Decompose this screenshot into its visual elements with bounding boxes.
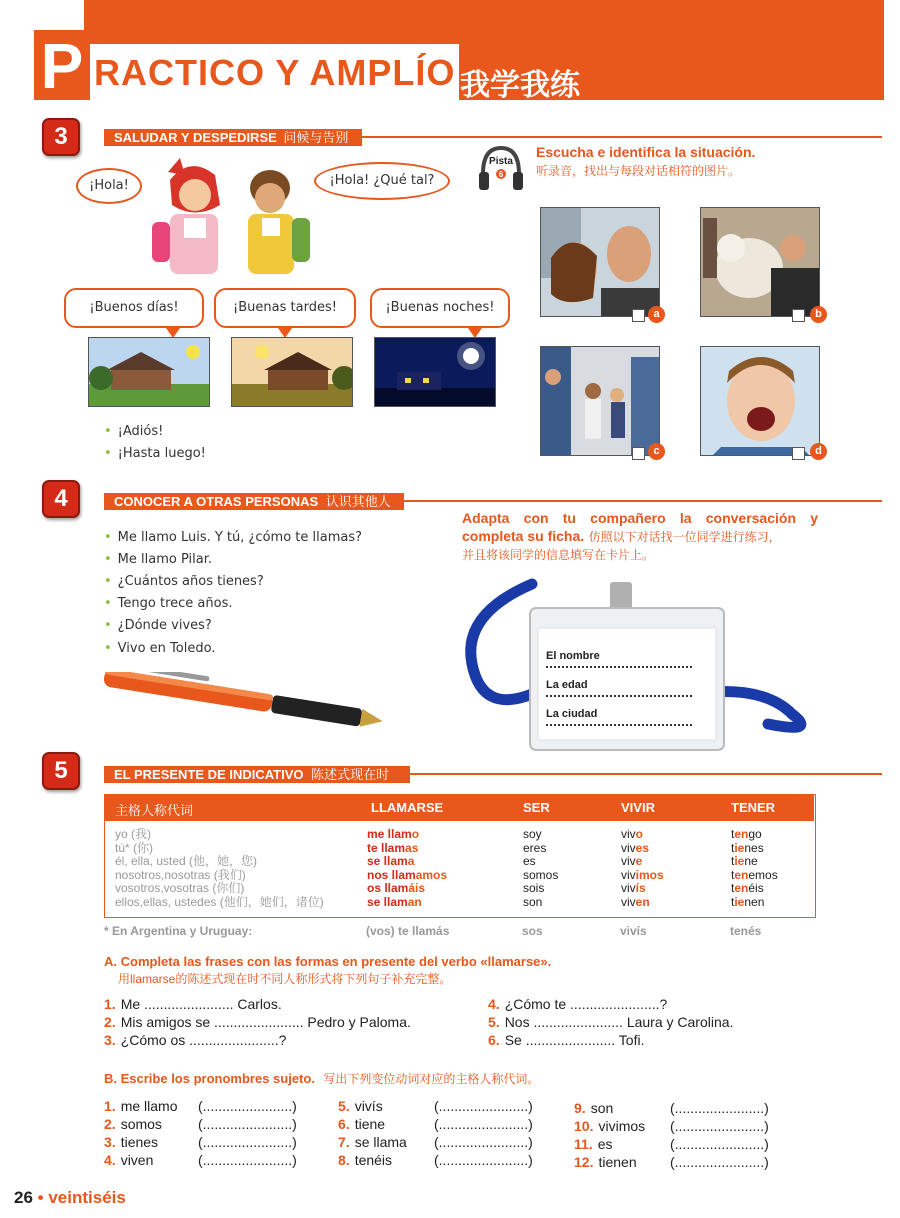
tener-vowel: en <box>734 827 749 841</box>
exercise-b-verb: tiene <box>354 1116 386 1132</box>
exercise-b-number: 10. <box>574 1118 594 1134</box>
exercise-b-item <box>104 1098 177 1114</box>
pronoun-zh: (你们) <box>209 881 245 895</box>
dialog-line-5: • ¿Dónde vives? <box>104 618 212 633</box>
exercise-b-item <box>338 1116 385 1132</box>
pronoun-es: nosotros,nosotras <box>115 867 211 882</box>
dialog-line-1: • Me llamo Luis. Y tú, ¿cómo te llamas? <box>104 530 362 545</box>
bubble-hola-que-tal <box>314 162 450 200</box>
exercise-a-item <box>104 996 282 1012</box>
ser-column <box>523 828 558 909</box>
exercise-a-number: 2. <box>104 1014 116 1030</box>
llamarse-form <box>367 842 447 856</box>
ser-form: eres <box>523 840 547 855</box>
dialog-line-2: • Me llamo Pilar. <box>104 552 212 567</box>
photo-c-school-hallway <box>540 346 660 456</box>
exercise-b-item <box>104 1152 153 1168</box>
pen-illustration <box>92 672 392 732</box>
section-3-title-bar <box>104 129 362 146</box>
vivir-form <box>621 896 664 910</box>
exercise-b-number: 6. <box>338 1116 350 1132</box>
exercise-b-item <box>104 1116 162 1132</box>
s4-instruction-chinese-1: 仿照以下对话找一位同学进行练习， <box>588 530 781 544</box>
pronoun-es: él, ella, usted <box>115 854 186 868</box>
tener-ending: nes <box>744 840 764 855</box>
s4-instruction-chinese-2: 并且将该同学的信息填写在卡片上。 <box>462 548 655 562</box>
exercise-b-verb: es <box>597 1136 613 1152</box>
tener-stem: t <box>731 867 735 882</box>
s4-instruction-bold: completa su ficha. <box>462 528 585 544</box>
tener-form <box>731 828 778 842</box>
morning-house-photo <box>88 337 210 407</box>
ser-form: somos <box>523 867 559 882</box>
photo-a-checkbox[interactable] <box>632 309 645 322</box>
exercise-b-number: 1. <box>104 1098 116 1114</box>
photo-d-yawning-boy <box>700 346 820 456</box>
exercise-a-number: 3. <box>104 1032 116 1048</box>
page-footer <box>14 1188 126 1208</box>
dialog-line-4: • Tengo trece años. <box>104 596 232 611</box>
vivir-ending: e <box>635 854 643 868</box>
tener-form <box>731 882 778 896</box>
conjugation-table-header <box>105 795 814 821</box>
exercise-b-verb: tienes <box>120 1134 159 1150</box>
llamarse-stem: se llam <box>367 854 408 868</box>
exercise-a-sentence: Me ....................... Carlos. <box>120 996 282 1012</box>
vivir-stem: viv <box>621 854 636 868</box>
llamarse-ending: amos <box>415 867 448 882</box>
tener-form <box>731 855 778 869</box>
pronoun-es: ellos,ellas, ustedes <box>115 894 217 909</box>
exercise-b-blank[interactable]: (.......................) <box>434 1152 533 1168</box>
exercise-b-item <box>104 1134 158 1150</box>
photo-d-label: d <box>810 443 827 460</box>
card-field-edad: La edad <box>546 679 588 691</box>
llamarse-column <box>367 828 447 909</box>
section-3-number: 3 <box>42 118 80 156</box>
exercise-b-verb: vivís <box>354 1098 383 1114</box>
vivir-ending: imos <box>635 867 664 882</box>
vivir-form <box>621 842 664 856</box>
tener-vowel: ie <box>734 894 745 909</box>
exercise-b-verb: somos <box>120 1116 162 1132</box>
exercise-b-blank[interactable]: (.......................) <box>198 1152 297 1168</box>
footnote-ser: sos <box>522 924 543 938</box>
bubble-hola-que-tal-text: ¡Hola! ¿Qué tal? <box>329 173 435 188</box>
tener-stem: t <box>731 827 735 841</box>
vivir-column <box>621 828 664 909</box>
exercise-a-number: 1. <box>104 996 116 1012</box>
pronoun-row <box>115 828 324 842</box>
footnote-tener: tenés <box>730 924 762 938</box>
conjugation-table <box>104 794 816 918</box>
footnote-llamarse: (vos) te llamás <box>366 924 450 938</box>
exercise-b-blank[interactable]: (.......................) <box>198 1116 297 1132</box>
page-title-chinese: 我学我练 <box>460 69 580 102</box>
pronoun-zh: (我们) <box>210 867 246 882</box>
bullet-hasta-luego: • ¡Hasta luego! <box>104 446 206 461</box>
pista-label: Pista <box>489 156 513 167</box>
id-badge-lanyard <box>462 574 842 754</box>
exercise-a-sentence: Se ....................... Tofi. <box>504 1032 645 1048</box>
tener-vowel: ie <box>734 854 745 868</box>
section-4-title-chinese: 认识其他人 <box>325 494 391 509</box>
llamarse-stem: nos llam <box>367 867 416 882</box>
pronoun-zh: (他们，她们，诸位) <box>216 894 324 909</box>
cartoon-kids-illustration <box>140 150 320 280</box>
page-title: RACTICO Y AMPLÍO <box>94 52 456 93</box>
exercise-b-title: B. Escribe los pronombres sujeto. <box>104 1071 315 1086</box>
exercise-b-item <box>574 1118 645 1134</box>
ser-form: sois <box>523 881 545 895</box>
exercise-b-blank[interactable]: (.......................) <box>198 1098 297 1114</box>
night-house-photo <box>374 337 496 407</box>
pronoun-zh: (你) <box>129 840 154 855</box>
bubble-buenos-dias <box>64 288 204 328</box>
pronoun-zh: (我) <box>127 827 152 841</box>
s4-instruction-line-2 <box>462 528 781 546</box>
exercise-b-number: 11. <box>574 1136 593 1152</box>
exercise-a-sentence: ¿Cómo os .......................? <box>120 1032 287 1048</box>
s4-instruction-line-1: Adapta con tu compañero la conversación y <box>462 510 818 526</box>
tener-form <box>731 842 778 856</box>
bubble-buenas-tardes-text: ¡Buenas tardes! <box>233 300 337 315</box>
section-3-title: SALUDAR Y DESPEDIRSE <box>114 130 277 145</box>
bullet-adios: • ¡Adiós! <box>104 424 163 439</box>
exercise-a-title-chinese: 用llamarse的陈述式现在时不同人称形式将下列句子补充完整。 <box>118 972 452 986</box>
exercise-a-sentence: Mis amigos se ....................... Pedro y Paloma. <box>120 1014 411 1030</box>
footnote-vivir: vivís <box>620 924 647 938</box>
exercise-b-title-chinese: 写出下列变位动词对应的主格人称代词。 <box>323 1072 540 1086</box>
headphones-icon <box>478 144 524 196</box>
section-5-title-chinese: 陈述式现在时 <box>311 767 390 782</box>
exercise-a-title: A. Completa las frases con las formas en presente del verbo «llamarse». <box>104 954 552 969</box>
section-4-title-bar <box>104 493 404 510</box>
header-ser: SER <box>523 800 550 815</box>
pronoun-row <box>115 842 324 856</box>
pronoun-es: tú* <box>115 840 130 855</box>
llamarse-ending: an <box>407 894 422 909</box>
footnote-label: * En Argentina y Uruguay: <box>104 924 253 938</box>
vivir-stem: viv <box>621 827 636 841</box>
photo-b-checkbox[interactable] <box>792 309 805 322</box>
exercise-b-verb: me llamo <box>120 1098 178 1114</box>
tener-ending: nen <box>744 894 765 909</box>
section-5-number: 5 <box>42 752 80 790</box>
exercise-a-sentence: Nos ....................... Laura y Carolina. <box>504 1014 734 1030</box>
page-number-word: veintiséis <box>48 1188 126 1207</box>
dialog-line-6: • Vivo en Toledo. <box>104 641 215 656</box>
tener-form <box>731 869 778 883</box>
exercise-b-item <box>574 1154 637 1170</box>
bubble-hola <box>76 168 142 204</box>
exercise-a-item <box>488 996 667 1012</box>
llamarse-form <box>367 896 447 910</box>
pronoun-zh: (他，她，您) <box>185 854 258 868</box>
card-field-nombre: El nombre <box>546 650 600 662</box>
llamarse-form <box>367 882 447 896</box>
section-5-rule <box>410 773 882 775</box>
vivir-ending: ís <box>635 881 646 895</box>
tener-ending: go <box>748 827 762 841</box>
photo-c-checkbox[interactable] <box>632 447 645 460</box>
exercise-b-verb: tenéis <box>354 1152 393 1168</box>
tener-ending: emos <box>748 867 778 882</box>
header-tener: TENER <box>731 800 776 815</box>
exercise-b-blank[interactable]: (.......................) <box>670 1154 769 1170</box>
vivir-form <box>621 828 664 842</box>
pronoun-row <box>115 882 324 896</box>
llamarse-form <box>367 869 447 883</box>
card-line-ciudad[interactable] <box>546 724 692 726</box>
exercise-b-blank[interactable]: (.......................) <box>198 1134 297 1150</box>
dialog-line-3: • ¿Cuántos años tienes? <box>104 574 264 589</box>
photo-c-label: c <box>648 443 665 460</box>
bubble-buenos-dias-text: ¡Buenos días! <box>89 300 179 315</box>
tener-column <box>731 828 778 909</box>
llamarse-stem: me llam <box>367 827 412 841</box>
pronoun-row <box>115 869 324 883</box>
s3-instruction-chinese: 听录音，找出与每段对话相符的图片。 <box>536 164 741 178</box>
exercise-b-item <box>338 1152 392 1168</box>
vivir-ending: es <box>635 840 650 855</box>
photo-a-label: a <box>648 306 665 323</box>
header-llamarse: LLAMARSE <box>371 800 444 815</box>
exercise-b-item <box>574 1100 613 1116</box>
header-initial-letter: P <box>34 30 90 100</box>
exercise-b-blank[interactable]: (.......................) <box>434 1116 533 1132</box>
footer-bullet: • <box>37 1188 44 1207</box>
ser-form: son <box>523 894 543 909</box>
vivir-stem: viv <box>621 894 636 909</box>
bubble-buenas-noches <box>370 288 510 328</box>
photo-a-couple <box>540 207 660 317</box>
bubble-buenas-tardes <box>214 288 356 328</box>
vivir-stem: viv <box>621 881 636 895</box>
section-4-number: 4 <box>42 480 80 518</box>
vivir-form <box>621 855 664 869</box>
exercise-b-heading <box>104 1070 539 1088</box>
llamarse-form <box>367 855 447 869</box>
vivir-stem: viv <box>621 867 636 882</box>
exercise-a-item <box>488 1014 733 1030</box>
exercise-a-sentence: ¿Cómo te .......................? <box>504 996 668 1012</box>
exercise-b-number: 12. <box>574 1154 594 1170</box>
llamarse-stem: os llam <box>367 881 409 895</box>
tener-vowel: en <box>734 867 749 882</box>
tener-ending: ne <box>744 854 758 868</box>
exercise-b-number: 2. <box>104 1116 116 1132</box>
section-5-title-bar <box>104 766 410 783</box>
exercise-a-item <box>104 1014 411 1030</box>
pronoun-row <box>115 855 324 869</box>
llamarse-stem: se llam <box>367 894 408 909</box>
exercise-b-blank[interactable]: (.......................) <box>670 1118 769 1134</box>
tener-stem: t <box>731 854 735 868</box>
exercise-b-blank[interactable]: (.......................) <box>434 1098 533 1114</box>
exercise-b-verb: se llama <box>354 1134 407 1150</box>
header-vivir: VIVIR <box>621 800 655 815</box>
exercise-a-item <box>488 1032 644 1048</box>
exercise-b-item <box>338 1098 383 1114</box>
vivir-ending: en <box>635 894 650 909</box>
exercise-b-number: 9. <box>574 1100 586 1116</box>
photo-b-label: b <box>810 306 827 323</box>
section-5-title: EL PRESENTE DE INDICATIVO <box>114 767 304 782</box>
afternoon-house-photo <box>231 337 353 407</box>
card-line-nombre[interactable] <box>546 666 692 668</box>
exercise-b-blank[interactable]: (.......................) <box>434 1134 533 1150</box>
card-field-ciudad: La ciudad <box>546 708 598 720</box>
tener-stem: t <box>731 894 735 909</box>
exercise-a-number: 5. <box>488 1014 500 1030</box>
exercise-a-item <box>104 1032 286 1048</box>
exercise-b-verb: viven <box>120 1152 154 1168</box>
tener-ending: éis <box>748 881 764 895</box>
llamarse-ending: a <box>407 854 415 868</box>
llamarse-ending: as <box>405 840 419 855</box>
llamarse-ending: o <box>411 827 420 841</box>
tener-stem: t <box>731 840 735 855</box>
vivir-stem: viv <box>621 840 636 855</box>
photo-d-checkbox[interactable] <box>792 447 805 460</box>
vivir-ending: o <box>635 827 644 841</box>
exercise-b-number: 3. <box>104 1134 116 1150</box>
exercise-b-number: 8. <box>338 1152 350 1168</box>
section-3-title-chinese: 问候与告别 <box>283 130 349 145</box>
page-number: 26 <box>14 1188 33 1207</box>
section-4-rule <box>404 500 882 502</box>
pronoun-column <box>115 828 324 909</box>
vivir-form <box>621 869 664 883</box>
ser-form: es <box>523 854 536 868</box>
pronoun-es: yo <box>115 827 128 841</box>
bubble-buenas-noches-text: ¡Buenas noches! <box>385 300 495 315</box>
exercise-b-number: 5. <box>338 1098 350 1114</box>
exercise-b-item <box>574 1136 613 1152</box>
llamarse-form <box>367 828 447 842</box>
exercise-a-number: 6. <box>488 1032 500 1048</box>
header-pronouns: 主格人称代词 <box>115 803 194 818</box>
section-4-title: CONOCER A OTRAS PERSONAS <box>114 494 319 509</box>
exercise-b-number: 4. <box>104 1152 116 1168</box>
pronoun-es: vosotros,vosotras <box>115 881 210 895</box>
photo-b-man-with-dog <box>700 207 820 317</box>
pista-number: 6 <box>498 170 504 179</box>
llamarse-ending: áis <box>408 881 426 895</box>
tener-vowel: en <box>734 881 749 895</box>
exercise-b-number: 7. <box>338 1134 350 1150</box>
exercise-b-item <box>338 1134 407 1150</box>
s3-instruction: Escucha e identifica la situación. <box>536 144 756 160</box>
card-line-edad[interactable] <box>546 695 692 697</box>
section-3-rule <box>362 136 882 138</box>
llamarse-stem: te llam <box>367 840 406 855</box>
exercise-b-verb: son <box>590 1100 614 1116</box>
exercise-b-blank[interactable]: (.......................) <box>670 1136 769 1152</box>
bubble-hola-text: ¡Hola! <box>89 178 129 193</box>
tener-stem: t <box>731 881 735 895</box>
exercise-a-number: 4. <box>488 996 500 1012</box>
pronoun-row <box>115 896 324 910</box>
exercise-b-verb: tienen <box>598 1154 637 1170</box>
exercise-b-verb: vivimos <box>598 1118 646 1134</box>
ser-form: soy <box>523 827 542 841</box>
tener-form <box>731 896 778 910</box>
tener-vowel: ie <box>734 840 745 855</box>
vivir-form <box>621 882 664 896</box>
exercise-b-blank[interactable]: (.......................) <box>670 1100 769 1116</box>
